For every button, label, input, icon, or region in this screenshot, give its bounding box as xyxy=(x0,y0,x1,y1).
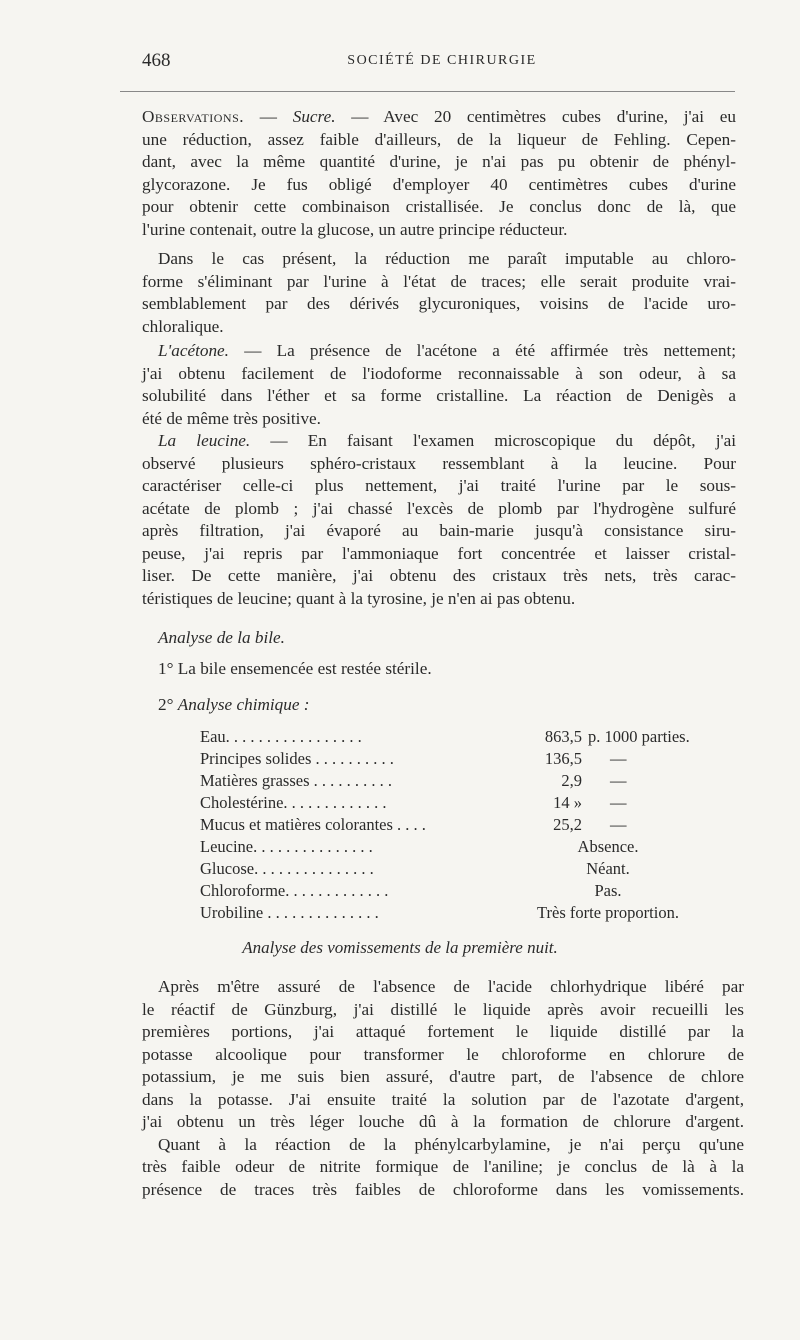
text-line: caractériser celle-ci plus nettement, j'ai traité l'urine par le sous- xyxy=(142,476,736,495)
text-line: chloralique. xyxy=(142,316,224,336)
row-value: 14 » xyxy=(553,793,582,812)
line-rest: — La présence de l'acétone a été affirmée très nettement; xyxy=(228,341,736,360)
row-label: Eau xyxy=(200,727,226,746)
row-label: Glucose xyxy=(200,859,255,878)
text-line: j'ai obtenu un très léger louche dû à la formation de chlorure d'argent. xyxy=(142,1112,744,1131)
row-label: Leucine xyxy=(200,837,254,856)
text-line: une réduction, assez faible d'ailleurs, de la liqueur de Fehling. Cepen- xyxy=(142,129,736,149)
text-line: potassium, je me suis bien assuré, d'autre part, de l'absence de chlore xyxy=(142,1067,744,1086)
paragraph-leucine xyxy=(142,430,736,610)
bile-title xyxy=(158,628,285,648)
text-line: très faible odeur de nitrite formique de l'aniline; je conclus de là à la xyxy=(142,1157,744,1176)
row-label: Mucus et matières colorantes xyxy=(200,815,393,834)
table-row xyxy=(200,748,706,770)
subheading-sucre: Sucre. xyxy=(292,107,336,126)
row-label: Cholestérine xyxy=(200,793,284,812)
text-line: observé plusieurs sphéro-cristaux ressemblant à la leucine. Pour xyxy=(142,453,736,473)
page-number: 468 xyxy=(142,50,171,71)
table-row xyxy=(200,836,706,858)
text-line: potasse alcoolique pour transformer le chloroforme en chlorure de xyxy=(142,1044,744,1064)
paragraph-observations xyxy=(142,106,736,241)
row-value: 136,5 xyxy=(544,749,582,768)
row-unit: — xyxy=(610,771,627,790)
line-rest: — Avec 20 centimètres cubes d'urine, j'ai eu xyxy=(335,107,737,126)
leader-dots: . . . . . . . . . . xyxy=(313,771,393,790)
text-line: pour obtenir cette combinaison cristallisée. Je conclus donc de là, que xyxy=(142,197,736,216)
row-label: Chloroforme xyxy=(200,881,286,900)
subheading-acetone: L'acétone. xyxy=(158,341,229,360)
text-line: Après m'être assuré de l'absence de l'acide chlorhydrique libéré par xyxy=(158,977,744,996)
paragraph-acetone xyxy=(142,340,736,430)
leader-dots: . . . . . . . . . . . . . . . xyxy=(254,859,374,878)
subheading-leucine: La leucine. xyxy=(158,431,251,450)
text-line: dant, avec la même quantité d'urine, je n'ai pas pu obtenir de phényl- xyxy=(142,152,736,171)
row-result: Très forte proportion. xyxy=(537,903,679,922)
running-head: SOCIÉTÉ DE CHIRURGIE xyxy=(347,53,537,68)
leader-dots: . . . . . . . . . . . . . . . . . xyxy=(225,727,362,746)
row-unit: p. 1000 parties. xyxy=(588,727,690,746)
table-row xyxy=(200,858,706,880)
leader-dots: . . . . . . . . . . . . . xyxy=(285,881,389,900)
paragraph-chloroforme xyxy=(142,248,736,338)
row-label: Urobiline xyxy=(200,903,264,922)
line-rest: — En faisant l'examen microscopique du dépôt, j'ai xyxy=(250,431,736,450)
table-row xyxy=(200,880,706,902)
bile-item-2 xyxy=(158,695,310,715)
text-line: dans la potasse. J'ai ensuite traité la solution par de l'azotate d'argent, xyxy=(142,1089,744,1109)
row-value: 25,2 xyxy=(553,815,582,834)
item-number: 2° xyxy=(158,695,174,714)
text-line: acétate de plomb ; j'ai chassé l'excès de plomb par l'hydrogène sulfuré xyxy=(142,498,736,518)
text-line: présence de traces très faibles de chloroforme dans les vomissements. xyxy=(142,1179,744,1199)
bile-item-1 xyxy=(158,659,432,679)
row-value: 2,9 xyxy=(561,771,582,790)
text-line: liser. De cette manière, j'ai obtenu des cristaux très nets, très carac- xyxy=(142,566,736,585)
row-label: Principes solides xyxy=(200,749,312,768)
paragraph-vomissements xyxy=(142,976,744,1201)
text-line: après filtration, j'ai évaporé au bain-marie jusqu'à consistance siru- xyxy=(142,521,736,540)
leader-dots: . . . . . . . . . . . . . xyxy=(283,793,387,812)
text-line: semblablement par des dérivés glycuroniques, voisins de l'acide uro- xyxy=(142,294,736,313)
text-line: solubilité dans l'éther et sa forme cristalline. La réaction de Denigès a xyxy=(142,386,736,405)
table-row xyxy=(200,814,706,836)
row-unit: — xyxy=(610,793,627,812)
text-line: glycorazone. Je fus obligé d'employer 40 centimètres cubes d'urine xyxy=(142,174,736,194)
dash: — xyxy=(244,107,293,126)
item-text: La bile ensemencée est restée stérile. xyxy=(177,659,432,678)
row-result: Néant. xyxy=(586,859,630,878)
text-line: Quant à la réaction de la phénylcarbylamine, je n'ai perçu qu'une xyxy=(158,1134,744,1154)
text-line: j'ai obtenu facilement de l'iodoforme reconnaissable à son odeur, à sa xyxy=(142,363,736,383)
text-line: Dans le cas présent, la réduction me paraît imputable au chloro- xyxy=(158,249,736,268)
leader-dots: . . . . . . . . . . . . . . xyxy=(267,903,379,922)
table-row xyxy=(200,770,706,792)
row-unit: — xyxy=(610,749,627,768)
row-value: 863,5 xyxy=(544,727,582,746)
row-unit: — xyxy=(610,815,627,834)
text-line: téristiques de leucine; quant à la tyrosine, je n'en ai pas obtenu. xyxy=(142,588,576,608)
page-header xyxy=(142,50,742,76)
leader-dots: . . . . xyxy=(397,815,426,834)
leader-dots: . . . . . . . . . . xyxy=(315,749,394,768)
bile-title-text: Analyse de la bile. xyxy=(158,628,285,647)
text-line xyxy=(142,430,736,453)
header-rule xyxy=(120,91,735,92)
text-line: été de même très positive. xyxy=(142,408,321,428)
table-row xyxy=(200,902,706,924)
chemical-analysis-table xyxy=(200,726,706,924)
observations-lead: Observations. xyxy=(142,107,245,126)
text-line: forme s'éliminant par l'urine à l'état de traces; elle serait produite vrai- xyxy=(142,271,736,291)
row-result: Pas. xyxy=(594,881,622,900)
text-line xyxy=(142,340,736,363)
row-label: Matières grasses xyxy=(200,771,310,790)
vomit-section-title: Analyse des vomissements de la première nuit. xyxy=(242,938,558,957)
text-line: le réactif de Günzburg, j'ai distillé le liquide après avoir recueilli les xyxy=(142,999,744,1019)
text-line: peuse, j'ai repris par l'ammoniaque fort concentrée et laisser cristal- xyxy=(142,543,736,563)
text-line: l'urine contenait, outre la glucose, un autre principe réducteur. xyxy=(142,219,568,239)
row-result: Absence. xyxy=(577,837,639,856)
table-row xyxy=(200,792,706,814)
text-line: premières portions, j'ai attaqué fortement le liquide distillé par la xyxy=(142,1022,744,1041)
item-text: Analyse chimique : xyxy=(177,695,310,714)
table-row xyxy=(200,726,706,748)
text-line xyxy=(142,106,736,129)
leader-dots: . . . . . . . . . . . . . . . xyxy=(253,837,373,856)
item-number: 1° xyxy=(158,659,174,678)
